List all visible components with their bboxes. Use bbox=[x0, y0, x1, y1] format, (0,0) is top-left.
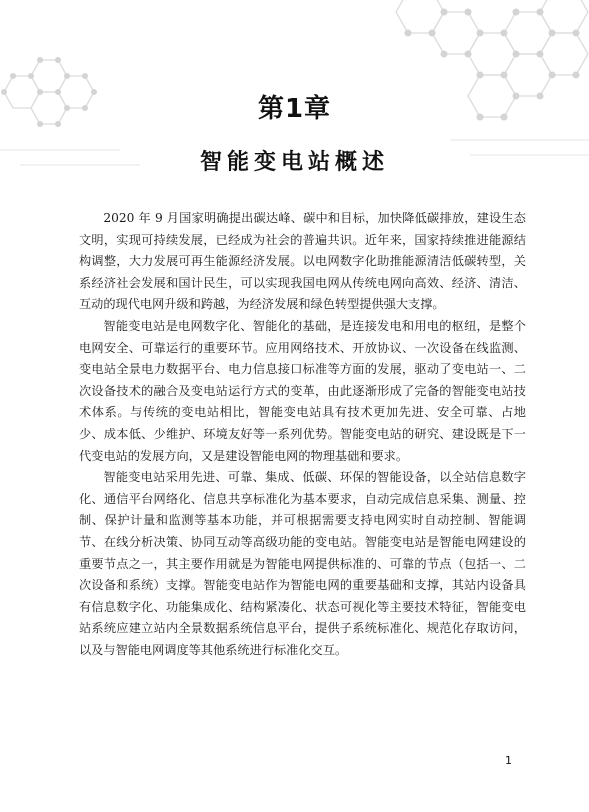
paragraph: 2020 年 9 月国家明确提出碳达峰、碳中和目标，加快降低碳排放，建设生态文明，实现可持续发展，已经成为社会的普遍共识。近年来，国家持续推进能源结构调整，大力发展可再生能源经济发展。以电网数字化助推能源清洁低碳转型，关系经济社会发展和国计民生，可以实现我国电网从传统电网向高效、经济、清洁、互动的现代电网升级和跨越，为经济发展和绿色转型提供强大支撑。 bbox=[79, 211, 526, 312]
chapter-title: 智能变电站概述 bbox=[199, 150, 389, 175]
chapter-body bbox=[79, 208, 526, 661]
chapter-number: 第1章 bbox=[257, 94, 332, 124]
paragraph: 智能变电站采用先进、可靠、集成、低碳、环保的智能设备，以全站信息数字化、通信平台网络化、信息共享标准化为基本要求，自动完成信息采集、测量、控制、保护计量和监测等基本功能，并可根据需要支持电网实时自动控制、智能调节、在线分析决策、协同互动等高级功能的变电站。智能变电站是智能电网建设的重要节点之一，其主要作用就是为智能电网提供标准的、可靠的节点（包括一、二次设备和系统）支撑。智能变电站作为智能电网的重要基础和支撑，其站内设备具有信息数字化、功能集成化、结构紧凑化、状态可视化等主要技术特征，智能变电站系统应建立站内全景数据系统信息平台，提供子系统标准化、规范化存取访问，以及与智能电网调度等其他系统进行标准化交互。 bbox=[79, 470, 526, 657]
page-number: 1 bbox=[505, 754, 512, 767]
paragraph: 智能变电站是电网数字化、智能化的基础，是连接发电和用电的枢纽，是整个电网安全、可靠运行的重要环节。应用网络技术、开放协议、一次设备在线监测、变电站全景电力数据平台、电力信息接口标准等方面的发展，驱动了变电站一、二次设备技术的融合及变电站运行方式的变革，由此逐渐形成了完备的智能变电站技术体系。与传统的变电站相比，智能变电站具有技术更加先进、安全可靠、占地少、成本低、少维护、环境友好等一系列优势。智能变电站的研究、建设既是下一代变电站的发展方向，又是建设智能电网的物理基础和要求。 bbox=[79, 318, 526, 463]
